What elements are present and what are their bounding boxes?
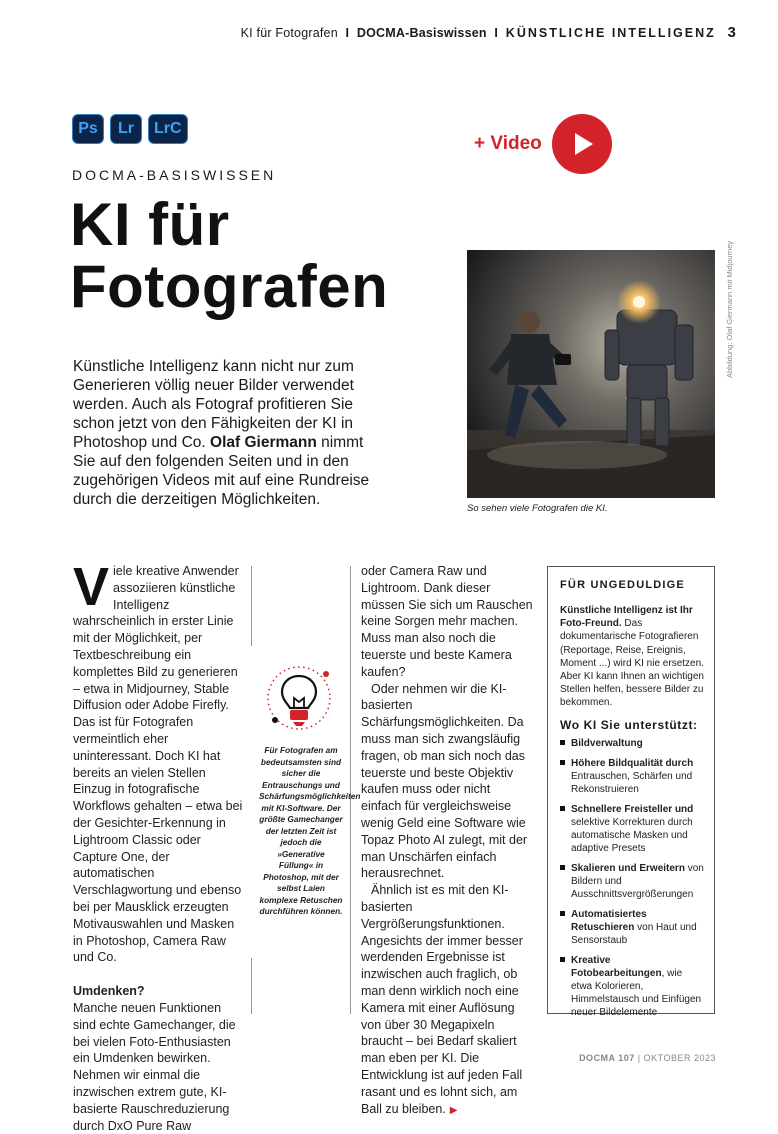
info-box-lead: Künstliche Intelligenz ist Ihr Foto-Freund. — [560, 605, 693, 630]
list-item-bold: Skalieren und Erweitern — [571, 862, 685, 874]
kicker: DOCMA-BASISWISSEN — [72, 167, 277, 183]
page-title — [70, 191, 389, 320]
list-item-text: von Haut und Sensorstaub — [571, 921, 697, 946]
list-item-bold: Schnellere Freisteller und — [571, 803, 694, 815]
body-paragraph — [361, 882, 533, 1119]
list-item-text: Entrauschen, Schärfen und Rekonstruieren — [571, 770, 693, 795]
column-divider — [350, 566, 351, 1014]
column-divider — [251, 958, 252, 1014]
list-item — [560, 757, 706, 796]
body-paragraph: oder Camera Raw und Lightroom. Dank dieser müssen Sie sich um Rauschen keine Sorgen mehr machen. Muss man also noch die teuerste und beste Kamera kaufen? — [361, 564, 533, 679]
subheading: Umdenken? — [73, 984, 145, 999]
list-item — [560, 737, 706, 750]
lightroom-icon: Lr — [110, 114, 142, 144]
paragraph-text: iele kreative Anwender assoziieren künstliche Intelligenz wahrscheinlich in erster Linie mit der Möglichkeit, per Textbeschreibung ein komplettes Bild zu generieren – etwa in Midjourney, Stable Diffusion oder Adobe Firefly. Das ist für Fotografen vermeintlich eher uninteressant. Doch KI hat bereits an vielen Stellen Einzug in fotografische Workflows gehalten – etwa bei der Gesichter-Erkennung in Lightroom Classic oder Capture One, der automatischen Verschlagwortung und ebenso bei per Mausklick erzeugten Motivauswahlen und Masken in Photoshop, Camera Raw und Co. — [73, 564, 243, 965]
header-series: DOCMA-Basiswissen — [356, 26, 487, 40]
list-item-text: , wie etwa Kolorieren, Himmelstausch und Einfügen neuer Bildelemente — [571, 967, 702, 1018]
title-line-2: Fotografen — [70, 253, 389, 320]
header-separator: I — [345, 26, 350, 40]
title-line-1: KI für — [70, 191, 230, 258]
list-item-bold: Automatisiertes Retuschieren — [571, 908, 647, 933]
list-item — [560, 803, 706, 855]
intro-text: Künstliche Intelligenz kann nicht nur zum Generieren völlig neuer Bilder verwendet werden. Auch als Fotograf profitieren Sie schon jetzt von den Fähigkeiten der KI in Photoshop und Co. — [73, 358, 354, 451]
issue-date: OKTOBER 2023 — [643, 1053, 716, 1063]
body-paragraph: Manche neuen Funktionen sind echte Gamechanger, die bei vielen Foto-Enthusiasten ein Umdenken bewirken. Nehmen wir einmal die inzwischen extrem gute, KI-basierte Rauschreduzierung durch DxO Pure Raw — [73, 1000, 236, 1133]
continue-arrow-icon: ▶ — [449, 1104, 458, 1116]
list-item-bold: Höhere Bildqualität durch — [571, 757, 694, 769]
author-name: Olaf Giermann — [210, 434, 317, 451]
info-box-intro — [560, 604, 706, 710]
list-item-bold: Kreative Fotobearbeitungen — [571, 954, 662, 979]
running-header — [241, 24, 736, 41]
app-badges — [72, 114, 188, 144]
play-icon — [567, 129, 597, 159]
info-box — [547, 566, 715, 1018]
play-button[interactable] — [552, 114, 612, 174]
info-box-list — [560, 737, 706, 1019]
list-item-bold: Bildverwaltung — [571, 737, 643, 749]
video-label: + Video — [474, 133, 542, 154]
photo-credit: Abbildung: Olaf Giermann mit Midjourney — [725, 240, 734, 378]
list-item — [560, 908, 706, 947]
video-link[interactable] — [474, 114, 612, 174]
page-number: 3 — [727, 24, 736, 41]
paragraph-text: Ähnlich ist es mit den KI-basierten Vergrößerungsfunktionen. Angesichts der immer besser werdenden Ergebnisse ist inzwischen auch fraglich, ob man denn wirklich noch eine Kamera mit einer Auflösung von über 30 Megapixeln braucht – bei Bedarf skaliert man eben per KI. Die Entwicklung ist auf jeden Fall rasant und es lohnt sich, am Ball zu bleiben. — [361, 883, 523, 1116]
footer-separator: | — [637, 1053, 641, 1063]
body-column-1 — [73, 557, 243, 1134]
lightroom-classic-icon: LrC — [148, 114, 188, 144]
photo-caption: So sehen viele Fotografen die KI. — [467, 503, 608, 514]
drop-cap: V — [73, 557, 110, 617]
body-paragraph — [73, 557, 243, 966]
photoshop-icon: Ps — [72, 114, 104, 144]
page-footer — [579, 1053, 716, 1063]
column-divider — [251, 566, 252, 646]
info-box-subtitle: Wo KI Sie unterstützt: — [560, 717, 698, 732]
article-photo — [467, 250, 715, 498]
header-separator: I — [494, 26, 499, 40]
list-item-text: von Bildern und Ausschnittsvergrößerungen — [571, 862, 704, 900]
body-column-2 — [361, 563, 533, 1119]
info-box-text: Das dokumentarische Fotografieren (Reportage, Reise, Ereignis, Moment ...) wird KI nie ersetzen. Aber KI kann Ihnen an wichtigen Stellen helfen, bessere Bilder zu bekommen. — [560, 618, 704, 709]
header-section: KÜNSTLICHE INTELLIGENZ — [505, 26, 716, 40]
info-box-title: FÜR UNGEDULDIGE — [560, 579, 685, 591]
list-item-text: selektive Korrekturen durch automatische Masken und adaptive Presets — [571, 816, 693, 854]
intro-text: nimmt Sie auf den folgenden Seiten und in den zugehörigen Videos mit auf eine Rundreise durch die derzeitigen Möglichkeiten. — [73, 434, 370, 508]
magazine-name: DOCMA 107 — [579, 1053, 635, 1063]
list-item — [560, 954, 706, 1019]
intro-paragraph — [73, 357, 388, 509]
header-title: KI für Fotografen — [240, 26, 338, 40]
list-item — [560, 862, 706, 901]
body-paragraph: Oder nehmen wir die KI-basierten Schärfungsmöglichkeiten. Da muss man sich zwangsläufig fragen, ob man sich noch das teuerste und beste Objektiv kaufen muss oder nicht einfach für vergleichsweise wenig Geld eine Software wie Topaz Photo AI zulegt, mit der man Unschärfen einfach herausrechnet. — [361, 681, 528, 881]
lightbulb-icon — [263, 662, 335, 734]
pull-quote: Für Fotografen am bedeutsamsten sind sicher die Entrauschungs und Schärfungsmöglichkeiten mit KI-Software. Der größte Gamechanger der letzten Zeit ist jedoch die »Generative Füllung« in Photoshop, mit der selbst Laien komplexe Retuschen durchführen können. — [259, 745, 361, 916]
